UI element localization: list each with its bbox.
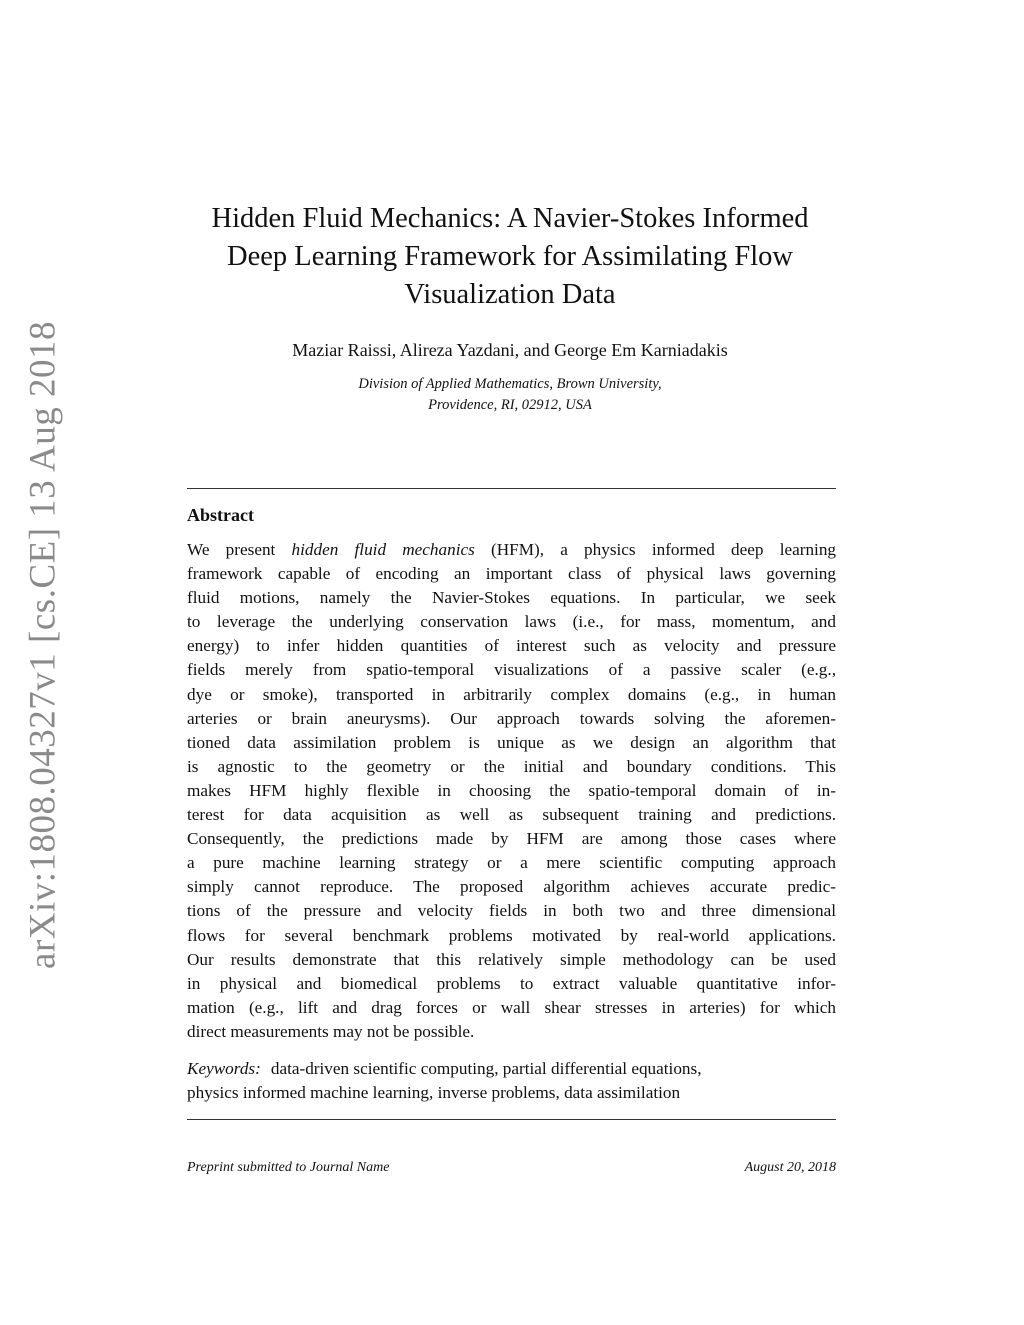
abstract-line: arteries or brain aneurysms). Our approach towards solving the aforemen-: [187, 708, 836, 728]
abstract-line: terest for data acquisition as well as subsequent training and predictions.: [187, 805, 836, 825]
abstract-emphasis: hidden fluid mechanics: [291, 540, 475, 559]
abstract-line: makes HFM highly flexible in choosing the spatio-temporal domain of in-: [187, 780, 836, 800]
abstract-line: tions of the pressure and velocity fields in both two and three dimensional: [187, 901, 836, 921]
author-list: Maziar Raissi, Alireza Yazdani, and George Em Karniadakis: [292, 340, 728, 360]
abstract-line: Consequently, the predictions made by HFM are among those cases where: [187, 829, 836, 849]
keywords-line-1: [187, 1057, 836, 1081]
abstract-line: direct measurements may not be possible.: [187, 1021, 475, 1041]
title-line-2: Deep Learning Framework for Assimilating Flow: [227, 241, 793, 272]
abstract-line: simply cannot reproduce. The proposed algorithm achieves accurate predic-: [187, 877, 836, 897]
affiliation-line-1: Division of Applied Mathematics, Brown University,: [358, 376, 662, 392]
abstract-line: dye or smoke), transported in arbitrarily complex domains (e.g., in human: [187, 684, 836, 704]
abstract-line: Our results demonstrate that this relatively simple methodology can be used: [187, 949, 836, 969]
abstract-line: tioned data assimilation problem is unique as we design an algorithm that: [187, 732, 836, 752]
abstract-line: a pure machine learning strategy or a mere scientific computing approach: [187, 853, 836, 873]
arxiv-identifier-stamp: arXiv:1808.04327v1 [cs.CE] 13 Aug 2018: [22, 321, 64, 969]
affiliation: [160, 374, 860, 416]
abstract-line: [187, 538, 836, 562]
abstract-line: in physical and biomedical problems to extract valuable quantitative infor-: [187, 973, 836, 993]
abstract-first-suffix: (HFM), a physics informed deep learning: [474, 540, 837, 559]
paper-title: [160, 200, 860, 314]
abstract-line: is agnostic to the geometry or the initial and boundary conditions. This: [187, 756, 836, 776]
title-line-1: Hidden Fluid Mechanics: A Navier-Stokes Informed: [211, 203, 809, 234]
keywords-text-1: data-driven scientific computing, partial differential equations,: [270, 1059, 702, 1078]
preprint-date: August 20, 2018: [744, 1160, 836, 1175]
affiliation-line-2: Providence, RI, 02912, USA: [428, 397, 592, 413]
abstract-line: mation (e.g., lift and drag forces or wall shear stresses in arteries) for which: [187, 997, 836, 1017]
abstract-line: fields merely from spatio-temporal visualizations of a passive scaler (e.g.,: [187, 660, 836, 680]
abstract-heading: Abstract: [187, 505, 254, 525]
abstract-line: energy) to infer hidden quantities of interest such as velocity and pressure: [187, 636, 836, 656]
abstract-line: flows for several benchmark problems motivated by real-world applications.: [187, 925, 836, 945]
abstract-body: [187, 538, 836, 1044]
bottom-divider: [187, 1119, 836, 1120]
title-line-3: Visualization Data: [404, 279, 616, 310]
keywords-block: [187, 1057, 836, 1105]
top-divider: [187, 488, 836, 489]
keywords-line-2: physics informed machine learning, inverse problems, data assimilation: [187, 1083, 681, 1103]
abstract-line: to leverage the underlying conservation laws (i.e., for mass, momentum, and: [187, 612, 836, 632]
abstract-line: fluid motions, namely the Navier-Stokes equations. In particular, we seek: [187, 588, 836, 608]
preprint-note: Preprint submitted to Journal Name: [187, 1160, 390, 1175]
abstract-line: framework capable of encoding an important class of physical laws governing: [187, 564, 836, 584]
abstract-first-prefix: We present: [187, 540, 292, 559]
keywords-label: Keywords:: [187, 1059, 261, 1078]
